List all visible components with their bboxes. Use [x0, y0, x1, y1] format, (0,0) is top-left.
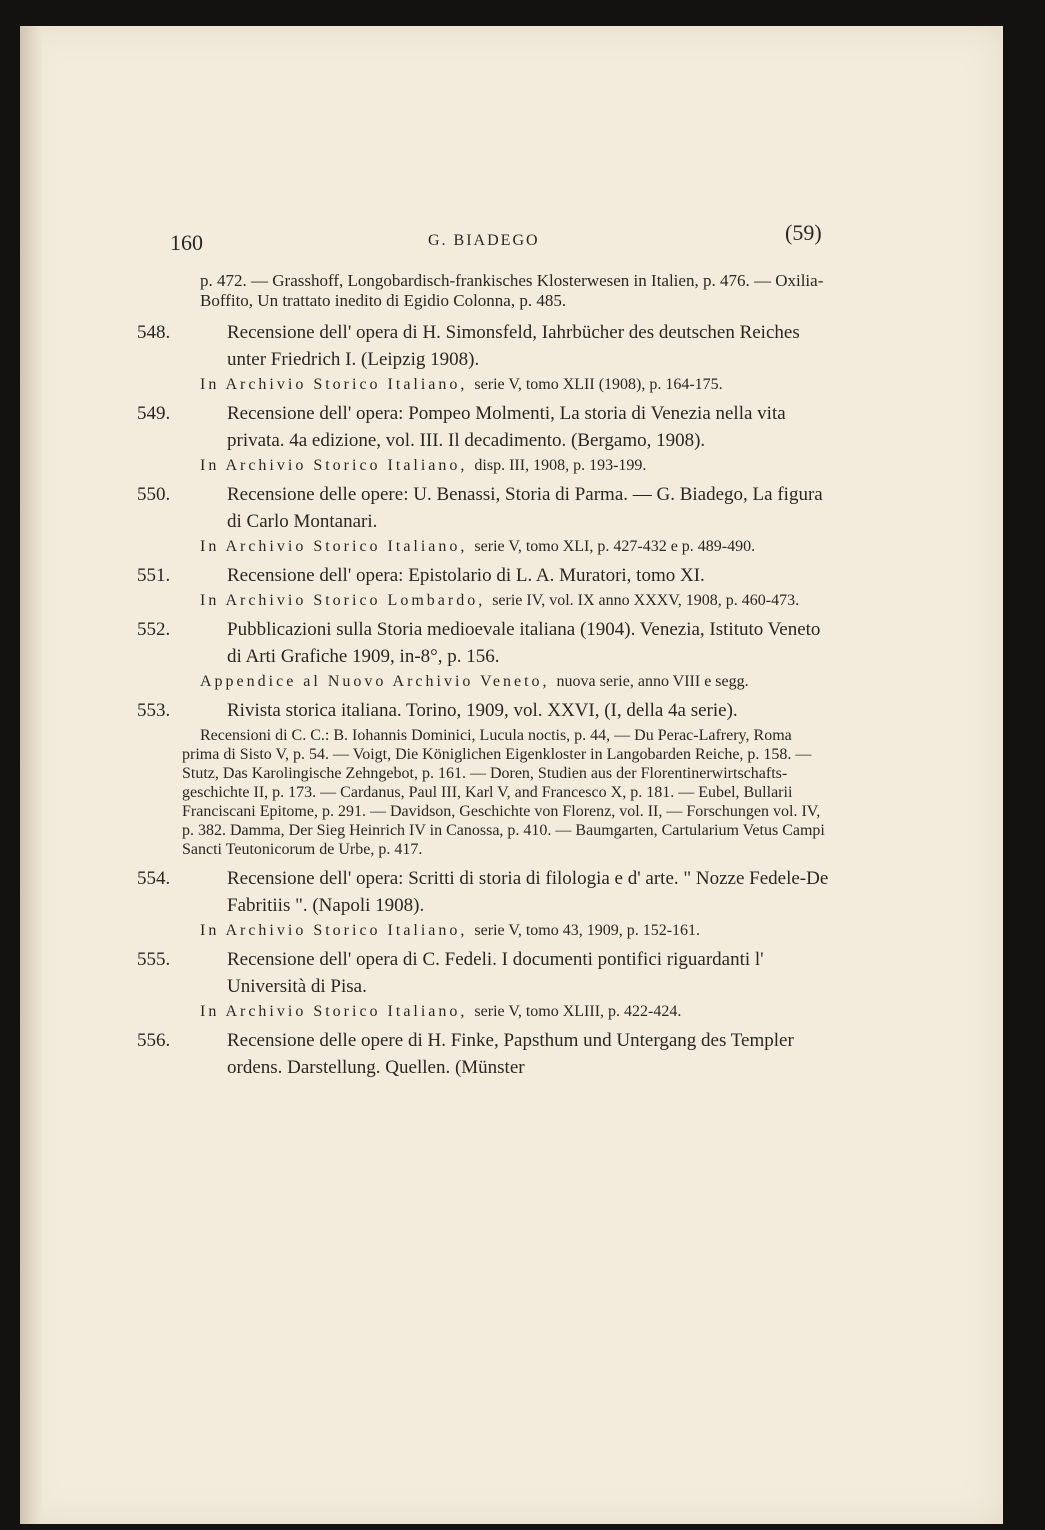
bibliography-entry: [137, 697, 832, 859]
entry-number: 549.: [137, 403, 171, 424]
entry-main-text: [137, 865, 832, 919]
publication-venue: In Archivio Storico Italiano,: [200, 457, 475, 474]
entry-list: [137, 319, 832, 1081]
bibliography-body: [137, 271, 832, 1087]
bibliography-entry: [137, 1027, 832, 1081]
publication-venue: In Archivio Storico Italiano,: [200, 1003, 475, 1020]
bibliography-entry: [137, 865, 832, 940]
entry-publication: [182, 1002, 832, 1021]
entry-publication: [182, 375, 832, 394]
entry-number: 550.: [137, 484, 171, 505]
entry-publication: [182, 537, 832, 556]
book-page: [20, 26, 1003, 1524]
sheet-number: (59): [785, 220, 822, 245]
bibliography-entry: [137, 562, 832, 610]
entry-title: Recensione dell' opera di H. Simonsfeld, Iahrbücher des deutschen Reiches unter Friedrich I. (Leipzig 1908).: [227, 322, 800, 370]
entry-publication: [182, 921, 832, 940]
entry-publication: [182, 456, 832, 475]
entry-title: Recensione dell' opera di C. Fedeli. I documenti pontifici riguardanti l' Università di Pisa.: [227, 949, 764, 997]
entry-main-text: [137, 697, 832, 724]
entry-main-text: [137, 481, 832, 535]
entry-title: Recensione dell' opera: Epistolario di L. A. Muratori, tomo XI.: [227, 565, 705, 586]
publication-venue: In Archivio Storico Lombardo,: [200, 592, 493, 609]
bibliography-entry: [137, 319, 832, 394]
entry-title: Recensione delle opere: U. Benassi, Storia di Parma. — G. Biadego, La figura di Carlo Montanari.: [227, 484, 823, 532]
publication-venue: Appendice al Nuovo Archivio Veneto,: [200, 673, 557, 690]
entry-number: 556.: [137, 1030, 171, 1051]
publication-details: disp. III, 1908, p. 193-199.: [474, 457, 647, 474]
publication-details: serie V, tomo XLII (1908), p. 164-175.: [474, 376, 723, 393]
publication-venue: In Archivio Storico Italiano,: [200, 376, 475, 393]
running-author: G. BIADEGO: [428, 232, 540, 249]
entry-main-text: [137, 400, 832, 454]
entry-title: Recensione dell' opera: Scritti di storia di filologia e d' arte. " Nozze Fedele-De Fabritiis ". (Napoli 1908).: [227, 868, 829, 916]
running-header: [20, 220, 1003, 260]
entry-number: 552.: [137, 619, 171, 640]
entry-number: 553.: [137, 700, 171, 721]
entry-number: 554.: [137, 868, 171, 889]
entry-main-text: [137, 616, 832, 670]
entry-publication: [182, 672, 832, 691]
entry-publication: [182, 591, 832, 610]
entry-title: Recensione dell' opera: Pompeo Molmenti, La storia di Venezia nella vita privata. 4a edizione, vol. III. Il decadimento. (Bergamo, 1908).: [227, 403, 786, 451]
publication-details: serie V, tomo XLI, p. 427-432 e p. 489-490.: [474, 538, 756, 555]
entry-number: 548.: [137, 322, 171, 343]
bibliography-entry: [137, 481, 832, 556]
publication-details: Recensioni di C. C.: B. Iohannis Dominici, Lucula noctis, p. 44, — Du Perac-Lafrery, Roma prima di Sisto V, p. 54. — Voigt, Die Königlichen Eigenkloster in Langobarden Reiche, p. 158. — Stutz, Das Karolingische Zehngebot, p. 161. — Doren, Studien aus der Florentinerwirtschafts-geschichte II, p. 173. — Cardanus, Paul III, Karl V, and Francesco X, p. 181. — Eubel, Bullarii Franciscani Epitome, p. 291. — Davidson, Geschichte von Florenz, vol. II, — Forschungen vol. IV, p. 382. Damma, Der Sieg Heinrich IV in Canossa, p. 410. — Baumgarten, Cartularium Vetus Campi Sancti Teutonicorum de Urbe, p. 417.: [182, 727, 825, 858]
bibliography-entry: [137, 400, 832, 475]
entry-publication: [182, 726, 832, 859]
entry-title: Recensione delle opere di H. Finke, Papsthum und Untergang des Templer ordens. Darstellung. Quellen. (Münster: [227, 1030, 794, 1078]
entry-main-text: [137, 319, 832, 373]
entry-number: 551.: [137, 565, 171, 586]
entry-main-text: [137, 562, 832, 589]
publication-details: serie IV, vol. IX anno XXXV, 1908, p. 460-473.: [492, 592, 800, 609]
entry-title: Pubblicazioni sulla Storia medioevale italiana (1904). Venezia, Istituto Veneto di Arti Grafiche 1909, in-8°, p. 156.: [227, 619, 821, 667]
entry-main-text: [137, 946, 832, 1000]
bibliography-entry: [137, 946, 832, 1021]
entry-title: Rivista storica italiana. Torino, 1909, vol. XXVI, (I, della 4a serie).: [227, 700, 738, 721]
publication-details: serie V, tomo 43, 1909, p. 152-161.: [474, 922, 701, 939]
publication-details: serie V, tomo XLIII, p. 422-424.: [474, 1003, 682, 1020]
publication-venue: In Archivio Storico Italiano,: [200, 922, 475, 939]
entry-number: 555.: [137, 949, 171, 970]
continued-entry-text: p. 472. — Grasshoff, Longobardisch-frankisches Klosterwesen in Italien, p. 476. — Oxilia-Boffito, Un trattato inedito di Egidio Colonna, p. 485.: [200, 271, 824, 310]
bibliography-entry: [137, 616, 832, 691]
publication-venue: In Archivio Storico Italiano,: [200, 538, 475, 555]
publication-details: nuova serie, anno VIII e segg.: [556, 673, 749, 690]
page-number: 160: [170, 230, 203, 255]
entry-main-text: [137, 1027, 832, 1081]
